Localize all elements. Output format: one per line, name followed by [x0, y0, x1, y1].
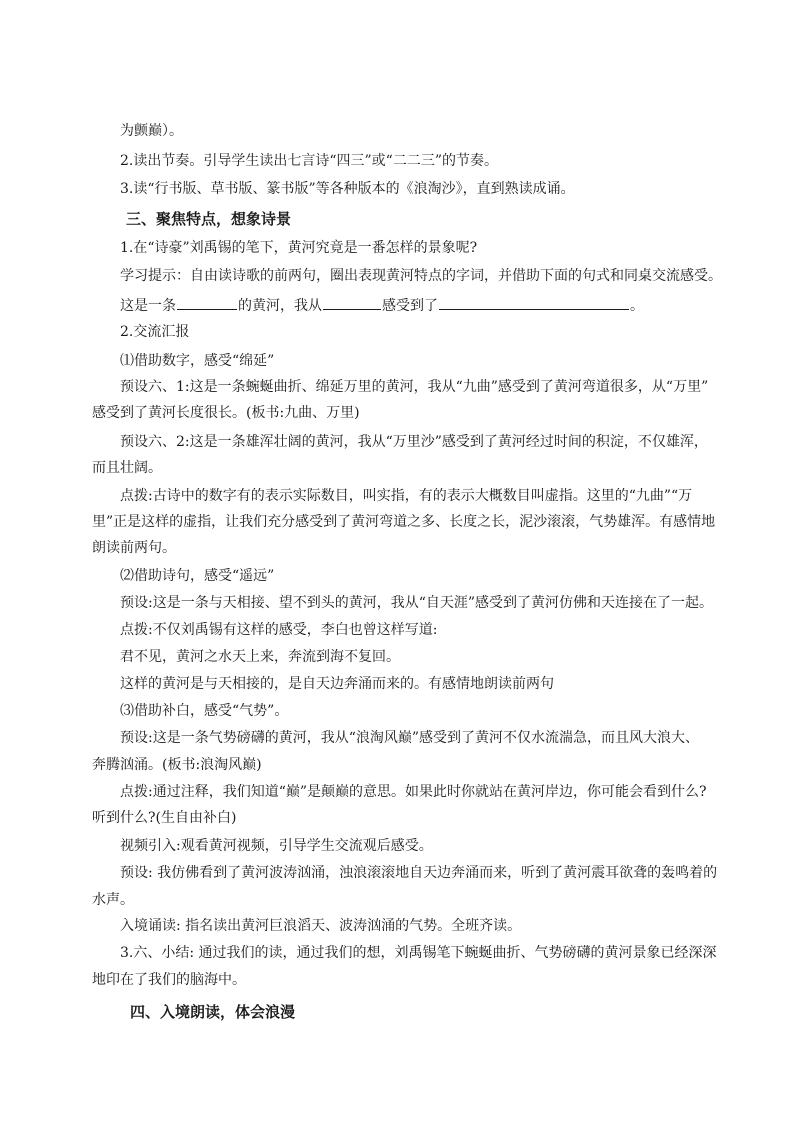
fill-blank-2 [323, 295, 381, 310]
text-line: 感受到了黄河长度很长。(板书:九曲、万里) [92, 405, 360, 421]
text-line: 预设:这是一条与天相接、望不到头的黄河，我从“自天涯”感受到了黄河仿佛和天连接在了一起。 [120, 595, 714, 611]
pattern-part: 的黄河，我从 [238, 298, 322, 314]
text-line: 3.读“行书版、草书版、篆书版”等各种版本的《浪淘沙》，直到熟读成诵。 [120, 181, 575, 197]
text-line: 2.读出节奏。引导学生读出七言诗“四三”或“二二三”的节奏。 [120, 153, 498, 169]
text-line: 点拨:不仅刘禹锡有这样的感受，李白也曾这样写道: [120, 622, 438, 638]
sub-heading: ⑵借助诗句，感受“遥远” [120, 568, 275, 584]
pattern-part: 。 [630, 298, 644, 314]
text-line: 学习提示：自由读诗歌的前两句，圈出表现黄河特点的字词，并借助下面的句式和同桌交流感受。 [120, 268, 722, 284]
text-line: 这样的黄河是与天相接的，是自天边奔涌而来的。有感情地朗读前两句 [120, 676, 554, 692]
sub-heading: ⑴借助数字，感受“绵延” [120, 353, 275, 369]
pattern-part: 这是一条 [120, 298, 176, 314]
text-line: 地印在了我们的脑海中。 [92, 972, 246, 988]
text-line: 预设六、1:这是一条蜿蜒曲折、绵延万里的黄河，我从“九曲”感受到了黄河弯道很多，从“万里” [120, 379, 709, 395]
fill-blank-3 [439, 295, 629, 310]
text-line: 预设:这是一条气势磅礴的黄河，我从“浪淘风巅”感受到了黄河不仅水流湍急，而且风大浪大、 [120, 730, 700, 746]
poem-quote: 君不见，黄河之水天上来，奔流到海不复回。 [120, 649, 400, 665]
sentence-pattern [120, 295, 794, 315]
text-line: 点拨:古诗中的数字有的表示实际数目，叫实指，有的表示大概数目叫虚指。这里的“九曲”“万 [120, 488, 693, 504]
pattern-part: 感受到了 [382, 298, 438, 314]
section-heading-4: 四、入境朗读，体会浪漫 [130, 1003, 296, 1021]
fill-blank-1 [177, 295, 237, 310]
text-line: 奔腾汹涌。(板书:浪淘风巅) [92, 757, 262, 773]
text-line: 入境诵读: 指名读出黄河巨浪滔天、波涛汹涌的气势。全班齐读。 [120, 918, 522, 934]
text-line: 为颤巅）。 [120, 123, 183, 139]
text-line: 朗读前两句。 [92, 540, 176, 556]
text-line: 水声。 [92, 892, 134, 908]
text-line: 预设六、2:这是一条雄浑壮阔的黄河，我从“万里沙”感受到了黄河经过时间的积淀，不仅雄浑， [120, 434, 708, 450]
sub-heading: ⑶借助补白，感受“气势”。 [120, 703, 289, 719]
text-line: 而且壮阔。 [92, 460, 162, 476]
text-line: 3.六、小结: 通过我们的读，通过我们的想，刘禹锡笔下蜿蜒曲折、气势磅礴的黄河景象已经深深 [120, 945, 717, 961]
text-line: 1.在“诗豪”刘禹锡的笔下，黄河究竟是一番怎样的景象呢? [120, 240, 478, 256]
text-line: 视频引入:观看黄河视频，引导学生交流观后感受。 [120, 838, 433, 854]
text-line: 2.交流汇报 [120, 324, 190, 340]
text-line: 预设: 我仿佛看到了黄河波涛汹涌，浊浪滚滚地自天边奔涌而来，听到了黄河震耳欲聋的轰鸣着的 [120, 865, 718, 881]
text-line: 点拨:通过注释，我们知道“巅”是颠巅的意思。如果此时你就站在黄河岸边，你可能会看到什么? [120, 784, 707, 800]
text-line: 里”正是这样的虚指，让我们充分感受到了黄河弯道之多、长度之长，泥沙滚滚，气势雄浑。有感情地 [92, 514, 716, 530]
section-heading-3: 三、聚焦特点，想象诗景 [126, 210, 292, 228]
text-line: 听到什么?(生自由补白) [92, 810, 237, 826]
